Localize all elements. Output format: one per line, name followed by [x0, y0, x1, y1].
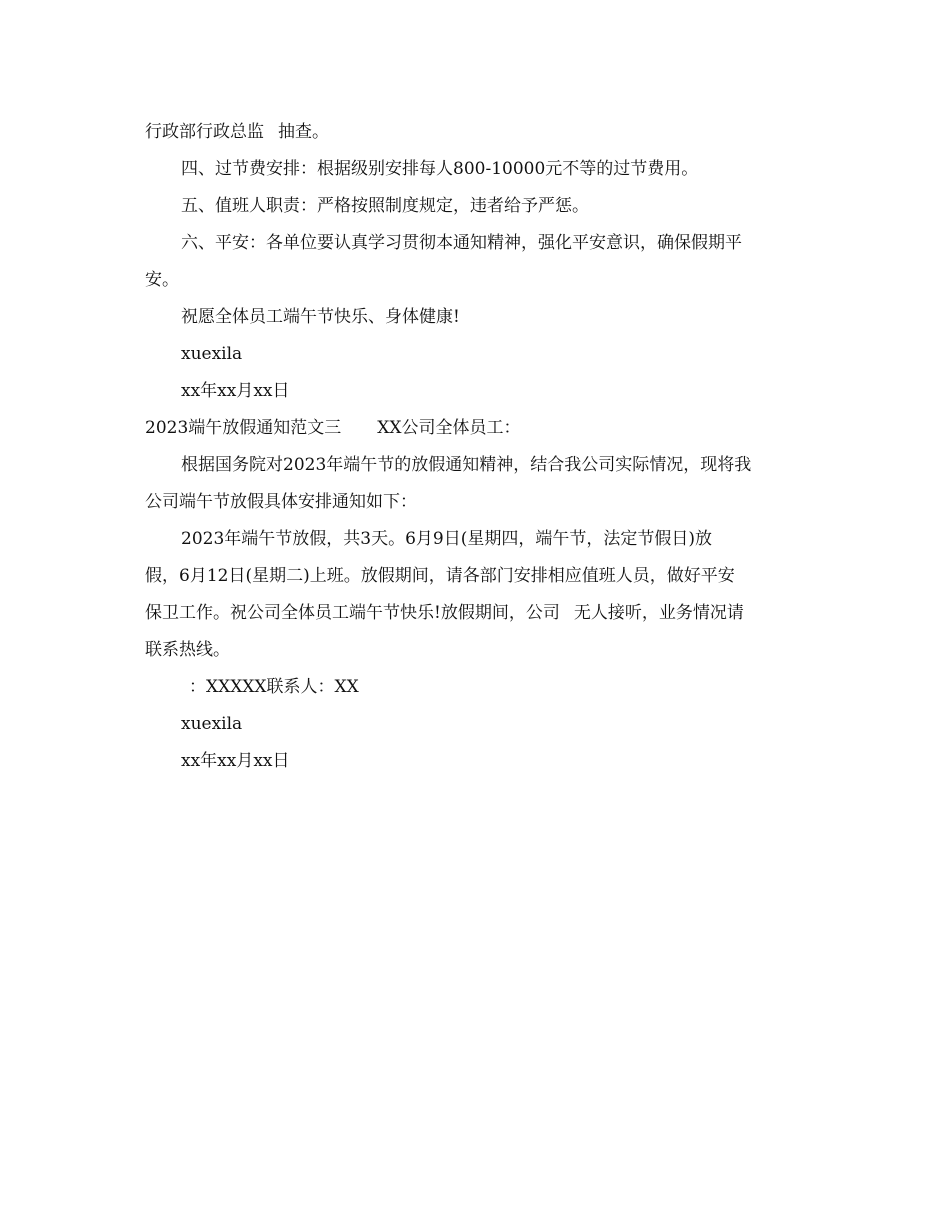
text-segment: 保卫工作。祝公司全体员工端午节快乐!放假期间，公司 [145, 603, 560, 623]
text-segment: 六、平安：各单位要认真学习贯彻本通知精神，强化平安意识，确保假期平 [181, 233, 742, 253]
text-segment: xuexila [181, 714, 243, 734]
text-segment: 公司端午节放假具体安排通知如下： [145, 492, 417, 512]
text-line [145, 558, 805, 595]
text-segment: xx年xx月xx日 [181, 751, 290, 771]
text-segment: ：XXXXX联系人：XX [189, 677, 359, 697]
text-line [145, 151, 805, 188]
text-segment: xuexila [181, 344, 243, 364]
signature-name [145, 706, 805, 743]
text-line [145, 114, 805, 151]
signature-date [145, 373, 805, 410]
text-segment: XX公司全体员工： [377, 418, 521, 438]
text-segment: 祝愿全体员工端午节快乐、身体健康! [181, 307, 460, 327]
signature-name [145, 336, 805, 373]
text-segment: 四、过节费安排：根据级别安排每人800-10000元不等的过节费用。 [181, 159, 699, 179]
text-segment: 安。 [145, 270, 179, 290]
text-line [145, 447, 805, 484]
text-segment: 2023年端午节放假，共3天。6月9日(星期四，端午节，法定节假日)放 [181, 529, 712, 549]
contact-line [145, 669, 805, 706]
text-line [145, 299, 805, 336]
document-body [145, 114, 805, 780]
text-segment: 根据国务院对2023年端午节的放假通知精神，结合我公司实际情况，现将我 [181, 455, 752, 475]
text-segment: 联系热线。 [145, 640, 230, 660]
text-segment: xx年xx月xx日 [181, 381, 290, 401]
text-line [145, 484, 805, 521]
text-segment: 行政部行政总监 [145, 122, 264, 142]
text-segment: 无人接听，业务情况请 [573, 603, 744, 623]
text-line [145, 262, 805, 299]
signature-date [145, 743, 805, 780]
text-line [145, 225, 805, 262]
text-segment: 五、值班人职责：严格按照制度规定，违者给予严惩。 [181, 196, 589, 216]
text-line [145, 188, 805, 225]
section-heading [145, 410, 805, 447]
text-segment: 假，6月12日(星期二)上班。放假期间，请各部门安排相应值班人员，做好平安 [145, 566, 735, 586]
text-line [145, 595, 805, 632]
text-segment: 抽查。 [278, 122, 329, 142]
text-segment: 2023端午放假通知范文三 [145, 418, 342, 438]
text-line [145, 632, 805, 669]
text-line [145, 521, 805, 558]
